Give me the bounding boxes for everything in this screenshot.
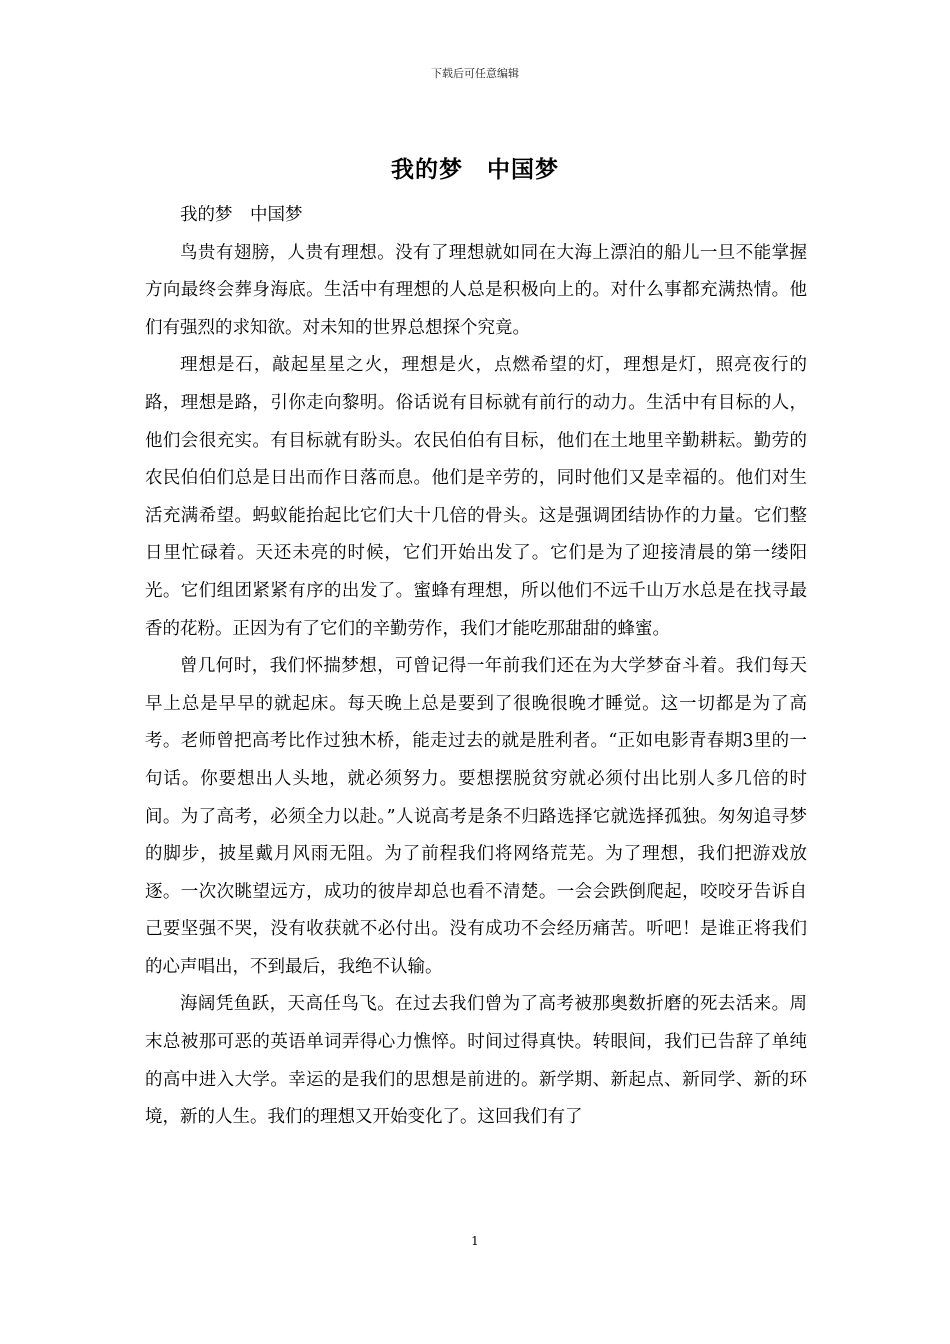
page-header: 下载后可任意编辑	[431, 67, 519, 80]
document-body	[145, 197, 807, 1137]
paragraph: 海阔凭鱼跃，天高任鸟飞。在过去我们曾为了高考被那奥数折磨的死去活来。周末总被那可恶的英语单词弄得心力憔悴。时间过得真快。转眼间，我们已告辞了单纯的高中进入大学。幸运的是我们的思想是前进的。新学期、新起点、新同学、新的环境，新的人生。我们的理想又开始变化了。这回我们有了	[145, 994, 807, 1128]
paragraph: 鸟贵有翅膀，人贵有理想。没有了理想就如同在大海上漂泊的船儿一旦不能掌握方向最终会葬身海底。生活中有理想的人总是积极向上的。对什么事都充满热情。他们有强烈的求知欲。对未知的世界总想探个究竟。	[145, 242, 807, 338]
paragraph: 曾几何时，我们怀揣梦想，可曾记得一年前我们还在为大学梦奋斗着。我们每天早上总是早早的就起床。每天晚上总是要到了很晚很晚才睡觉。这一切都是为了高考。老师曾把高考比作过独木桥，能走过去的就是胜利者。“正如电影青春期3里的一句话。你要想出人头地，就必须努力。要想摆脱贫穷就必须付出比别人多几倍的时间。为了高考，必须全力以赴。”人说高考是条不归路选择它就选择孤独。匆匆追寻梦的脚步，披星戴月风雨无阻。为了前程我们将网络荒芜。为了理想，我们把游戏放逐。一次次眺望远方，成功的彼岸却总也看不清楚。一会会跌倒爬起，咬咬牙告诉自己要坚强不哭，没有收获就不必付出。没有成功不会经历痛苦。听吧！是谁正将我们的心声唱出，不到最后，我绝不认输。	[145, 656, 807, 977]
paragraph: 理想是石，敲起星星之火，理想是火，点燃希望的灯，理想是灯，照亮夜行的路，理想是路，引你走向黎明。俗话说有目标就有前行的动力。生活中有目标的人，他们会很充实。有目标就有盼头。农民伯伯有目标，他们在土地里辛勤耕耘。勤劳的农民伯伯们总是日出而作日落而息。他们是辛劳的，同时他们又是幸福的。他们对生活充满希望。蚂蚁能抬起比它们大十几倍的骨头。这是强调团结协作的力量。它们整日里忙碌着。天还未亮的时候，它们开始出发了。它们是为了迎接清晨的第一缕阳光。它们组团紧紧有序的出发了。蜜蜂有理想，所以他们不远千山万水总是在找寻最香的花粉。正因为有了它们的辛勤劳作，我们才能吃那甜甜的蜂蜜。	[145, 355, 807, 639]
document-title: 我的梦 中国梦	[391, 156, 559, 183]
document-subtitle: 我的梦 中国梦	[180, 205, 303, 225]
page-number: 1	[471, 1234, 479, 1248]
